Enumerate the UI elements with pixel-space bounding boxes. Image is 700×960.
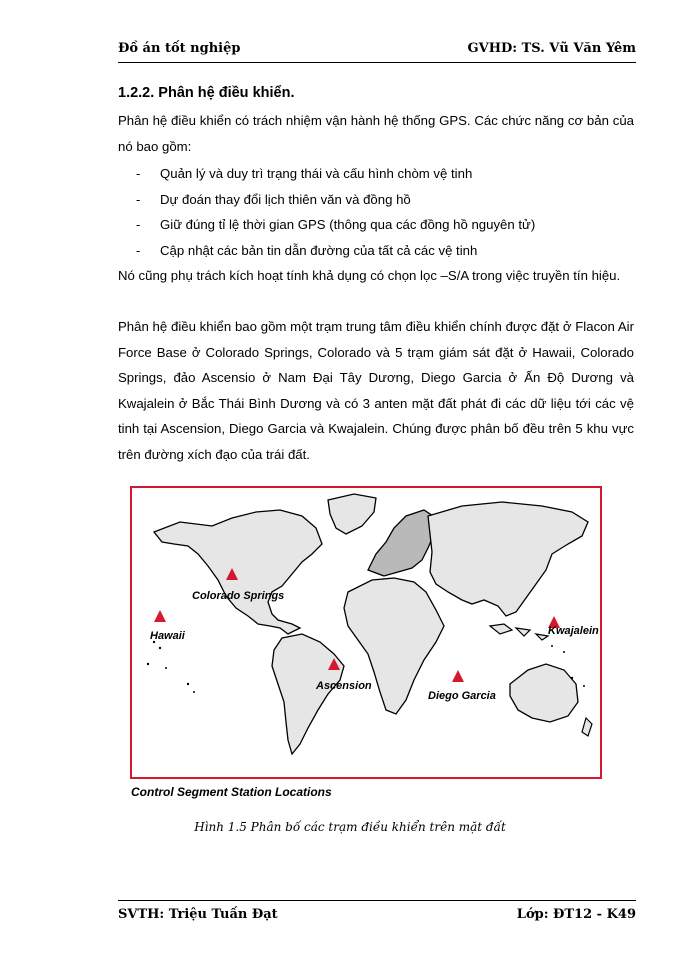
station-label-colorado: Colorado Springs <box>192 590 285 602</box>
stations-paragraph: Phân hệ điều khiển bao gồm một trạm trung tâm điều khiển chính được đặt ở Flacon Air Force Base ở Colorado Springs, Colorado và 5 trạm giám sát đặt ở Hawaii, Colorado Springs, đảo Ascensio ở Nam Đại Tây Dương, Diego Garcia ở Ấn Độ Dương và Kwajalein ở Bắc Thái Bình Dương và có 3 anten mặt đất phát đi các dữ liệu tới các vệ tinh tại Ascension, Diego Garcia và Kwajalein. Chúng được phân bố đều trên 5 khu vực trên đường xích đạo của trái đất. <box>118 319 634 462</box>
new-zealand-shape <box>582 718 592 736</box>
map-caption: Control Segment Station Locations <box>131 785 332 799</box>
world-map-figure <box>130 486 602 779</box>
australia-shape <box>510 664 578 722</box>
figure-caption: Hình 1.5 Phân bố các trạm điều khiển trên mặt đất <box>194 820 506 834</box>
list-item: - Quản lý và duy trì trạng thái và cấu hình chòm vệ tinh <box>136 161 535 187</box>
function-list <box>136 161 535 263</box>
station-marker-diego <box>452 670 464 682</box>
world-map <box>132 488 600 777</box>
intro-paragraph: Phân hệ điều khiển có trách nhiệm vận hành hệ thống GPS. Các chức năng cơ bản của nó bao gồm: <box>118 113 634 154</box>
list-item: - Giữ đúng tỉ lệ thời gian GPS (thông qua các đồng hồ nguyên tử) <box>136 212 535 238</box>
header-thesis-title: Đồ án tốt nghiệp <box>118 41 241 56</box>
europe-shape <box>368 510 436 576</box>
header-advisor: GVHD: TS. Vũ Văn Yêm <box>467 41 636 56</box>
footer-student: SVTH: Triệu Tuấn Đạt <box>118 907 278 922</box>
asia-shape <box>428 502 588 616</box>
footer-class: Lớp: ĐT12 - K49 <box>516 907 636 922</box>
greenland-shape <box>328 494 376 534</box>
station-label-ascension: Ascension <box>316 680 372 692</box>
north-america-shape <box>154 510 322 634</box>
indonesia-shape <box>490 624 548 640</box>
list-item: - Cập nhật các bản tin dẫn đường của tất cả các vệ tinh <box>136 238 535 264</box>
page-footer <box>118 900 636 931</box>
station-label-diego: Diego Garcia <box>428 690 496 702</box>
sa-paragraph: Nó cũng phụ trách kích hoạt tính khả dụng có chọn lọc –S/A trong việc truyền tín hiệu. <box>118 268 621 283</box>
south-america-shape <box>272 634 344 754</box>
page-header <box>118 40 636 63</box>
section-title: 1.2.2. Phân hệ điều khiển. <box>118 85 295 101</box>
station-label-hawaii: Hawaii <box>150 630 185 642</box>
list-item: - Dự đoán thay đổi lịch thiên văn và đồng hồ <box>136 187 535 213</box>
station-marker-hawaii <box>154 610 166 622</box>
station-label-kwajalein: Kwajalein <box>548 625 599 637</box>
